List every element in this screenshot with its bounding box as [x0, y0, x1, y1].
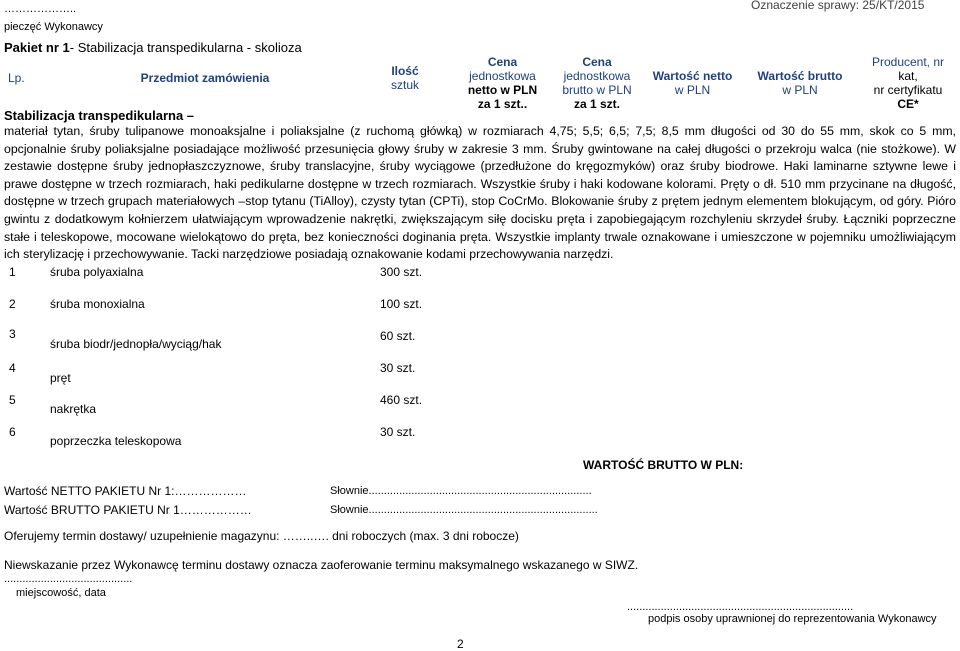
col-net-line2: jednostkowa	[469, 69, 536, 83]
delivery-notice: Niewskazanie przez Wykonawcę terminu dostawy oznacza zaoferowanie terminu maksymalnego wskazanego w SIWZ.	[4, 558, 639, 572]
col-net-line1: Cena	[487, 55, 518, 69]
col-lp: Lp.	[8, 71, 25, 85]
item-3-number: 3	[9, 327, 16, 341]
item-5-qty: 460 szt.	[380, 393, 423, 407]
case-reference: Oznaczenie sprawy: 25/KT/2015	[751, 0, 925, 12]
item-2-number: 2	[9, 297, 16, 311]
stamp-dots: ………………..	[4, 3, 77, 15]
col-qty-line2: sztuk	[390, 78, 419, 92]
section-title: Stabilizacja transpedikularna –	[4, 108, 195, 123]
item-2-qty: 100 szt.	[380, 297, 423, 311]
col-producer	[858, 55, 958, 111]
gross-package-words: Słownie...........................................................................	[330, 504, 598, 516]
col-qty-line1: Ilość	[391, 64, 419, 78]
item-6-qty: 30 szt.	[380, 425, 416, 439]
item-1-name: śruba polyaxialna	[50, 265, 144, 279]
col-producer-line1: Producent, nr	[871, 55, 945, 69]
col-value-net-line2: w PLN	[674, 83, 711, 97]
col-net-line3: netto w PLN	[467, 83, 538, 97]
col-gross-line1: Cena	[582, 55, 612, 69]
page-number: 2	[457, 637, 464, 651]
place-date-dots: ..........................................	[4, 573, 133, 585]
package-title	[4, 40, 302, 55]
item-description: materiał tytan, śruby tulipanowe monoaksjalne i poliaksjalne (z ruchomą główką) w rozmiarach 4,75; 5,5; 6,5; 7,5; 8,5 mm długości od 30 do 55 mm, skok co 5 mm, opcjonalnie śruby poliaksjalne posiadające możliwość przesunięcia głowy śruby w zakresie 3 mm. Śruby gwintowane na całej długości o przekroju walca (nie stożkowe). W zestawie dostępne śruby jednopłaszczyznowe, śruby translacyjne, śruby wyciągowe (przedłużone do kręgozmyków) oraz śruby biodrowe. Haki laminarne sztywne lewe i prawe dostępne w trzech rozmiarach, haki pedikularne dostępne w trzech rozmiarach. Wszystkie śruby i haki kodowane kolorami. Pręty o dł. 510 mm przycinane na długość, dostępne w trzech grupach materiałowych –stop tytanu (TiAlloy), czysty tytan (CPTi), stop CoCrMo. Blokowanie śruby z prętem jednym elementem blokującym, od góry. Pióro gwintu z dodatkowym kołnierzem ułatwiającym wprowadzenie nakrętki, zwiększającym siłę docisku pręta i zapobiegającym rozchyleniu skrzydeł śruby. Łączniki poprzeczne stałe i teleskopowe, mocowane wielokątowo do pręta, bez konieczności doginania pręta. Wszystkie implanty trwale oznakowane i umieszczone w pojemniku umożliwiającym ich sterylizację i przechowywanie. Tacki narzędziowe posiadają oznakowanie kodami przechowywania narzędzi.	[4, 124, 956, 262]
item-6-number: 6	[9, 425, 16, 439]
item-1-number: 1	[9, 265, 16, 279]
col-producer-line2: kat,	[898, 69, 918, 83]
stamp-label: pieczęć Wykonawcy	[4, 21, 103, 33]
item-1-qty: 300 szt.	[380, 265, 423, 279]
item-3-qty: 60 szt.	[380, 329, 416, 343]
item-4-number: 4	[9, 361, 16, 375]
col-value-gross-line1: Wartość brutto	[757, 69, 843, 83]
place-date-label: miejscowość, data	[16, 587, 106, 599]
col-item: Przedmiot zamówienia	[140, 71, 270, 85]
col-producer-line3: nr certyfikatu	[873, 83, 943, 97]
item-6-name: poprzeczka teleskopowa	[50, 434, 182, 448]
signature-label: podpis osoby uprawnionej do reprezentowania Wykonawcy	[648, 613, 937, 625]
item-3-name: śruba biodr/jednopła/wyciąg/hak	[50, 337, 222, 351]
col-gross-line3: brutto w PLN	[562, 83, 632, 97]
col-gross-line2: jednostkowa	[563, 69, 631, 83]
item-2-name: śruba monoxialna	[50, 297, 145, 311]
total-gross-label: WARTOŚĆ BRUTTO W PLN:	[583, 458, 744, 472]
item-5-number: 5	[9, 393, 16, 407]
delivery-term: Oferujemy termin dostawy/ uzupełnienie magazynu: ……..…. dni roboczych (max. 3 dni robocze)	[4, 529, 519, 543]
col-net-price	[455, 55, 550, 111]
col-gross-line4: za 1 szt.	[573, 97, 621, 111]
col-gross-price	[547, 55, 647, 111]
item-5-name: nakrętka	[50, 402, 97, 416]
net-package-words: Słownie.........................................................................	[330, 485, 592, 497]
item-4-qty: 30 szt.	[380, 361, 416, 375]
col-value-net	[640, 69, 745, 97]
col-net-line4: za 1 szt..	[477, 97, 528, 111]
col-value-gross-line2: w PLN	[782, 83, 818, 97]
net-package-value: Wartość NETTO PAKIETU Nr 1:………………	[4, 484, 247, 498]
col-producer-line4: CE*	[897, 97, 919, 111]
col-value-gross	[745, 69, 855, 97]
gross-package-value: Wartość BRUTTO PAKIETU Nr 1………………	[4, 503, 252, 517]
package-title-number: Pakiet nr 1	[4, 40, 70, 55]
package-title-text: - Stabilizacja transpedikularna - skolioza	[69, 40, 302, 55]
col-qty	[380, 64, 430, 92]
signature-dots: ..........................................................................	[627, 601, 854, 613]
item-4-name: pręt	[50, 371, 71, 385]
col-value-net-line1: Wartość netto	[652, 69, 733, 83]
